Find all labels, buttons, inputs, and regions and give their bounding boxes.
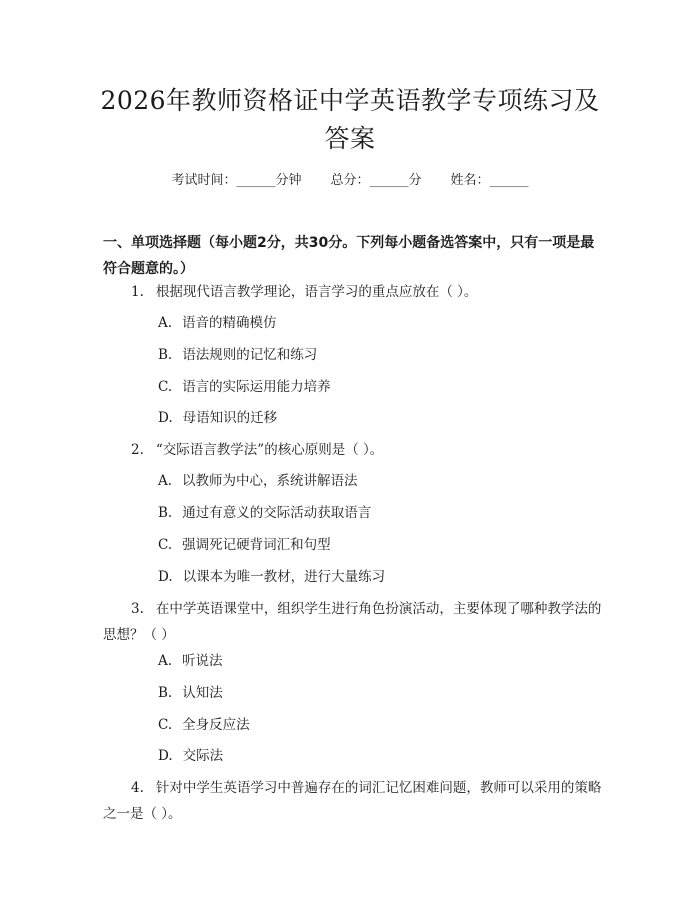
question-2 xyxy=(103,437,603,463)
question-text: 在中学英语课堂中，组织学生进行角色扮演活动，主要体现了哪种教学法的思想？（ ） xyxy=(103,601,602,643)
question-1-option-c xyxy=(158,377,331,397)
question-2-option-d xyxy=(158,567,385,587)
option-text: 全身反应法 xyxy=(182,717,250,733)
question-text: 针对中学生英语学习中普遍存在的词汇记忆困难问题，教师可以采用的策略之一是（ ）。 xyxy=(103,780,602,822)
option-letter: B. xyxy=(158,347,173,363)
question-1-option-d xyxy=(158,408,277,428)
question-number: 1. xyxy=(131,284,144,300)
question-number: 3. xyxy=(131,601,144,617)
exam-time-field: 考试时间：______分钟 xyxy=(171,173,302,188)
question-text: “交际语言教学法”的核心原则是（ ）。 xyxy=(155,442,384,458)
question-1-option-a xyxy=(158,313,277,333)
question-4 xyxy=(103,775,603,827)
option-text: 语法规则的记忆和练习 xyxy=(182,347,318,363)
option-text: 母语知识的迁移 xyxy=(182,410,278,426)
section-title: 一、单项选择题（每小题2分，共30分。下列每小题备选答案中，只有一项是最符合题意的。） xyxy=(103,235,595,277)
option-text: 以课本为唯一教材，进行大量练习 xyxy=(182,569,386,585)
option-letter: B. xyxy=(158,685,173,701)
question-1 xyxy=(103,279,603,305)
question-number: 4. xyxy=(131,780,144,796)
option-text: 听说法 xyxy=(182,653,223,669)
option-letter: D. xyxy=(158,748,173,764)
question-3-option-b xyxy=(158,683,223,703)
option-letter: C. xyxy=(158,537,173,553)
option-letter: A. xyxy=(158,473,173,489)
option-letter: A. xyxy=(158,315,173,331)
question-2-option-b xyxy=(158,503,371,523)
option-letter: B. xyxy=(158,505,173,521)
option-text: 认知法 xyxy=(182,685,223,701)
option-text: 以教师为中心，系统讲解语法 xyxy=(182,473,358,489)
option-letter: D. xyxy=(158,410,173,426)
question-3-option-c xyxy=(158,715,250,735)
question-text: 根据现代语言教学理论，语言学习的重点应放在（ ）。 xyxy=(155,284,478,300)
student-name-field: 姓名：______ xyxy=(450,173,529,188)
option-letter: C. xyxy=(158,379,173,395)
total-score-field: 总分：______分 xyxy=(330,173,422,188)
question-3-option-a xyxy=(158,651,223,671)
option-letter: C. xyxy=(158,717,173,733)
question-2-option-c xyxy=(158,535,331,555)
option-text: 语音的精确模仿 xyxy=(182,315,277,331)
question-2-option-a xyxy=(158,471,358,491)
option-text: 通过有意义的交际活动获取语言 xyxy=(182,505,372,521)
option-text: 语言的实际运用能力培养 xyxy=(182,379,331,395)
question-number: 2. xyxy=(131,442,144,458)
question-3-option-d xyxy=(158,746,223,766)
option-text: 强调死记硬背词汇和句型 xyxy=(182,537,331,553)
document-title: 2026年教师资格证中学英语教学专项练习及答案 xyxy=(100,86,600,153)
question-3 xyxy=(103,596,603,648)
option-text: 交际法 xyxy=(182,748,224,764)
question-1-option-b xyxy=(158,345,317,365)
exam-meta-line xyxy=(0,169,700,188)
option-letter: A. xyxy=(158,653,173,669)
option-letter: D. xyxy=(158,569,173,585)
